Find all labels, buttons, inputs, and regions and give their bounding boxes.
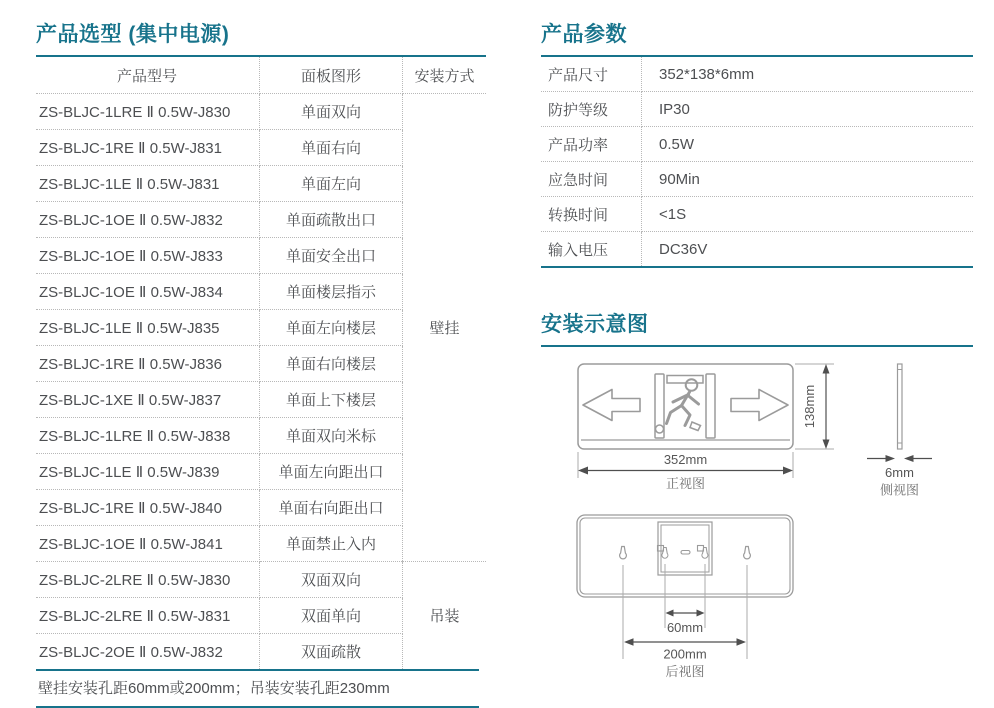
installation-diagram xyxy=(541,352,994,699)
panel-cell: 单面左向 xyxy=(260,166,403,202)
model-cell: ZS-BLJC-1RE Ⅱ 0.5W-J840 xyxy=(36,490,260,526)
front-view-label: 正视图 xyxy=(665,476,706,491)
panel-cell: 单面双向 xyxy=(260,94,403,130)
keyhole-right-icon xyxy=(744,547,751,559)
product-selection-title: 产品选型 (集中电源) xyxy=(36,23,230,46)
param-row xyxy=(541,127,973,162)
panel-cell: 双面双向 xyxy=(260,562,403,598)
table-row xyxy=(36,94,486,130)
running-man-icon xyxy=(655,374,715,438)
param-row xyxy=(541,92,973,127)
panel-cell: 单面上下楼层 xyxy=(260,382,403,418)
param-label: 转换时间 xyxy=(541,197,642,232)
panel-cell: 单面禁止入内 xyxy=(260,526,403,562)
param-label: 应急时间 xyxy=(541,162,642,197)
panel-cell: 双面疏散 xyxy=(260,634,403,670)
model-cell: ZS-BLJC-1OE Ⅱ 0.5W-J832 xyxy=(36,202,260,238)
model-cell: ZS-BLJC-1RE Ⅱ 0.5W-J831 xyxy=(36,130,260,166)
panel-cell: 单面左向距出口 xyxy=(260,454,403,490)
product-params-title: 产品参数 xyxy=(541,23,627,46)
panel-cell: 单面右向距出口 xyxy=(260,490,403,526)
rear-view-label: 后视图 xyxy=(665,664,705,679)
param-label: 产品尺寸 xyxy=(541,56,642,92)
product-selection-table xyxy=(36,55,486,669)
left-arrow-icon xyxy=(583,390,640,421)
table-header-row xyxy=(36,56,486,94)
right-arrow-icon xyxy=(731,390,788,421)
column-header-panel: 面板图形 xyxy=(260,56,403,94)
panel-cell: 双面单向 xyxy=(260,598,403,634)
table-row xyxy=(36,562,486,598)
height-dimension xyxy=(795,364,834,449)
param-row xyxy=(541,232,973,268)
model-cell: ZS-BLJC-1LE Ⅱ 0.5W-J835 xyxy=(36,310,260,346)
mounting-note: 壁挂安装孔距60mm或200mm；吊装安装孔距230mm xyxy=(36,669,479,708)
param-row xyxy=(541,162,973,197)
param-label: 产品功率 xyxy=(541,127,642,162)
panel-cell: 单面安全出口 xyxy=(260,238,403,274)
inner-hole-dim-label: 60mm xyxy=(666,620,704,635)
param-row xyxy=(541,197,973,232)
thickness-dim-label: 6mm xyxy=(885,465,914,480)
column-header-model: 产品型号 xyxy=(36,56,260,94)
param-row xyxy=(541,56,973,92)
mount-cell-wall: 壁挂 xyxy=(403,94,487,562)
side-view-label: 侧视图 xyxy=(879,482,920,498)
installation-title: 安装示意图 xyxy=(541,312,973,347)
panel-cell: 单面疏散出口 xyxy=(260,202,403,238)
model-cell: ZS-BLJC-2OE Ⅱ 0.5W-J832 xyxy=(36,634,260,670)
panel-cell: 单面左向楼层 xyxy=(260,310,403,346)
panel-cell: 单面楼层指示 xyxy=(260,274,403,310)
model-cell: ZS-BLJC-1XE Ⅱ 0.5W-J837 xyxy=(36,382,260,418)
param-label: 输入电压 xyxy=(541,232,642,268)
model-cell: ZS-BLJC-1LRE Ⅱ 0.5W-J838 xyxy=(36,418,260,454)
param-label: 防护等级 xyxy=(541,92,642,127)
product-selection-section xyxy=(36,22,479,708)
panel-cell: 单面双向米标 xyxy=(260,418,403,454)
model-cell: ZS-BLJC-1LE Ⅱ 0.5W-J831 xyxy=(36,166,260,202)
outer-hole-dim-label: 200mm xyxy=(663,646,707,662)
keyhole-left-icon xyxy=(620,547,627,559)
inner-hole-dimension xyxy=(666,610,705,636)
product-params-table xyxy=(541,55,973,268)
param-value: 352*138*6mm xyxy=(642,56,974,92)
right-column xyxy=(541,22,973,699)
model-cell: ZS-BLJC-1OE Ⅱ 0.5W-J841 xyxy=(36,526,260,562)
model-cell: ZS-BLJC-2LRE Ⅱ 0.5W-J830 xyxy=(36,562,260,598)
mount-cell-ceiling: 吊装 xyxy=(429,608,460,625)
param-value: <1S xyxy=(642,197,974,232)
outer-hole-dimension xyxy=(624,638,746,661)
panel-cell: 单面右向楼层 xyxy=(260,346,403,382)
height-dim-label: 138mm xyxy=(802,384,817,429)
param-value: IP30 xyxy=(642,92,974,127)
width-dimension xyxy=(578,452,793,478)
inner-hooks xyxy=(658,546,708,559)
side-view xyxy=(867,364,932,498)
front-view-panel xyxy=(578,364,793,449)
thickness-dimension xyxy=(867,455,932,480)
panel-cell: 单面右向 xyxy=(260,130,403,166)
model-cell: ZS-BLJC-1OE Ⅱ 0.5W-J834 xyxy=(36,274,260,310)
model-cell: ZS-BLJC-1RE Ⅱ 0.5W-J836 xyxy=(36,346,260,382)
rear-view-panel xyxy=(577,515,793,597)
front-view xyxy=(578,364,834,491)
model-cell: ZS-BLJC-1LE Ⅱ 0.5W-J839 xyxy=(36,454,260,490)
param-value: DC36V xyxy=(659,240,708,258)
model-cell: ZS-BLJC-2LRE Ⅱ 0.5W-J831 xyxy=(36,598,260,634)
model-cell: ZS-BLJC-1OE Ⅱ 0.5W-J833 xyxy=(36,238,260,274)
model-cell: ZS-BLJC-1LRE Ⅱ 0.5W-J830 xyxy=(36,94,260,130)
column-header-mount: 安装方式 xyxy=(403,56,487,94)
side-view-panel xyxy=(898,364,903,449)
width-dim-label: 352mm xyxy=(663,452,708,467)
param-value: 0.5W xyxy=(642,127,974,162)
rear-view xyxy=(577,515,793,679)
param-value: 90Min xyxy=(642,162,974,197)
